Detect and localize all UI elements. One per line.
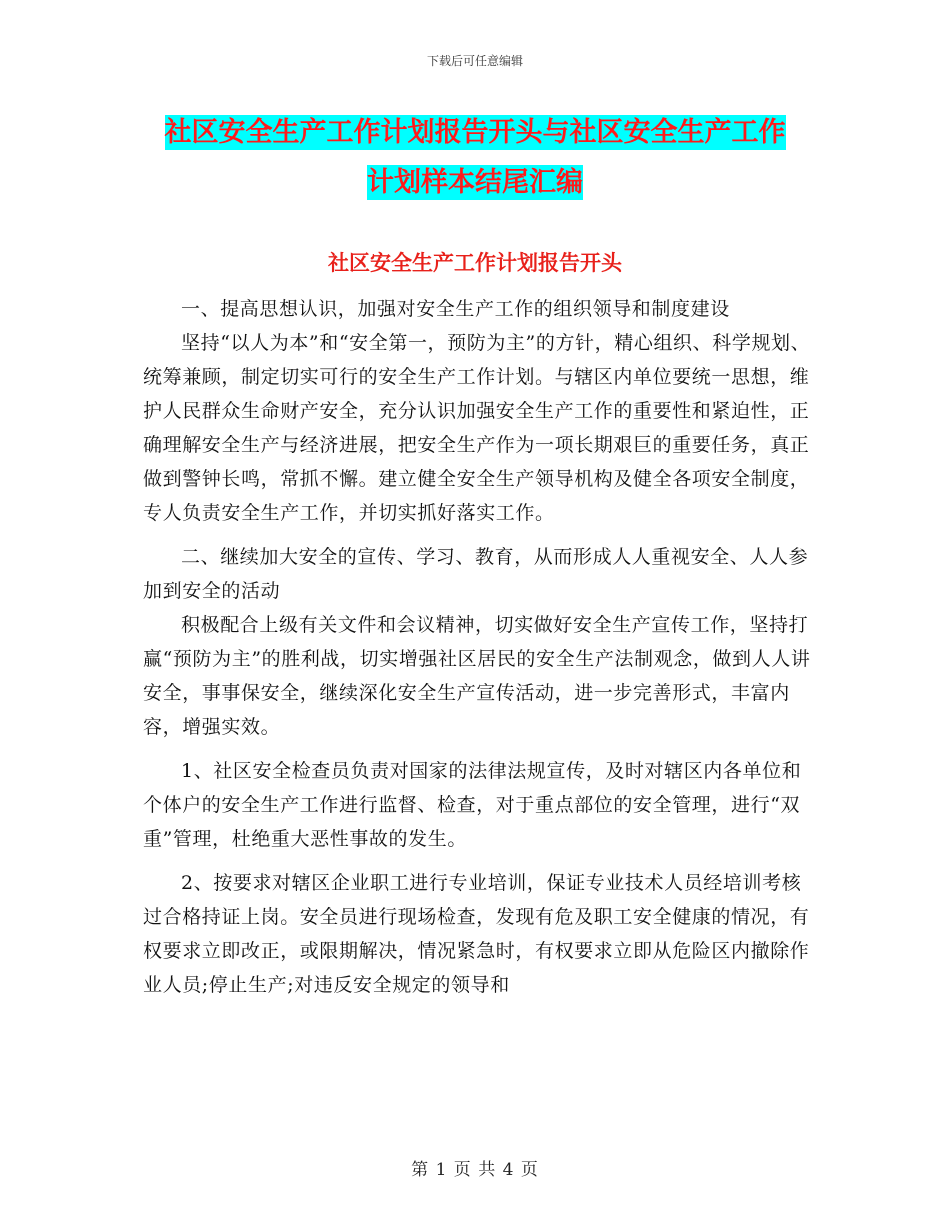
document-body <box>143 292 813 1002</box>
document-title <box>0 108 950 208</box>
paragraph-item-1: 1、社区安全检查员负责对国家的法律法规宣传，及时对辖区内各单位和个体户的安全生产工作进行监督、检查，对于重点部位的安全管理，进行“双重”管理，杜绝重大恶性事故的发生。 <box>143 760 802 850</box>
header-note: 下载后可任意编辑 <box>426 54 523 68</box>
section-title: 社区安全生产工作计划报告开头 <box>328 251 622 275</box>
paragraph-1: 坚持“以人为本”和“安全第一，预防为主”的方针，精心组织、科学规划、统筹兼顾，制定切实可行的安全生产工作计划。与辖区内单位要统一思想，维护人民群众生命财产安全，充分认识加强安全生产工作的重要性和紧迫性，正确理解安全生产与经济进展，把安全生产作为一项长期艰巨的重要任务，真正做到警钟长鸣，常抓不懈。建立健全安全生产领导机构及健全各项安全制度，专人负责安全生产工作，并切实抓好落实工作。 <box>143 332 811 524</box>
title-line-2-text: 计划样本结尾汇编 <box>367 167 583 198</box>
title-line-1 <box>0 108 950 158</box>
page-number: 第 1 页 共 4 页 <box>411 1160 539 1180</box>
paragraph-2: 积极配合上级有关文件和会议精神，切实做好安全生产宣传工作，坚持打赢“预防为主”的胜利战，切实增强社区居民的安全生产法制观念，做到人人讲安全，事事保安全，继续深化安全生产宣传活动，进一步完善形式，丰富内容，增强实效。 <box>143 614 811 738</box>
paragraph-heading-2: 二、继续加大安全的宣传、学习、教育，从而形成人人重视安全、人人参加到安全的活动 <box>143 546 809 602</box>
paragraph-item-2: 2、按要求对辖区企业职工进行专业培训，保证专业技术人员经培训考核过合格持证上岗。安全员进行现场检查，发现有危及职工安全健康的情况，有权要求立即改正，或限期解决，情况紧急时，有权要求立即从危险区内撤除作业人员;停止生产;对违反安全规定的领导和 <box>143 872 810 996</box>
paragraph-heading-1: 一、提高思想认识，加强对安全生产工作的组织领导和制度建设 <box>181 298 730 320</box>
title-line-1-text: 社区安全生产工作计划报告开头与社区安全生产工作 <box>164 117 786 148</box>
title-line-2 <box>0 158 950 208</box>
